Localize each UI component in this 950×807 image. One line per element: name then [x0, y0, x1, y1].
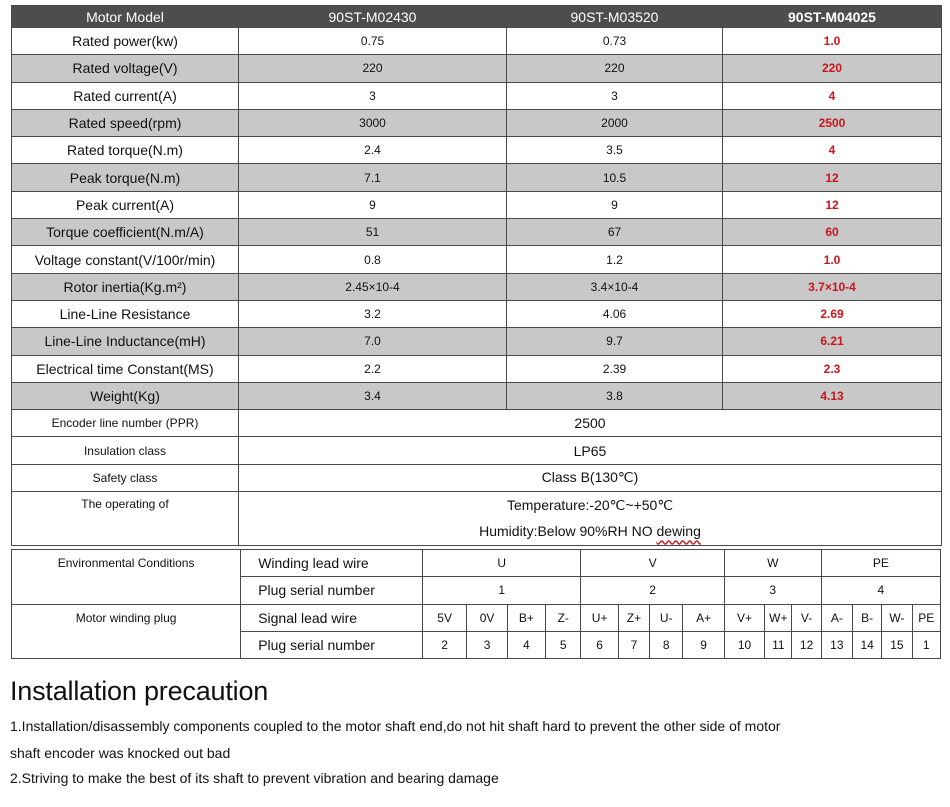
spec-value-3: 1.0 — [723, 28, 942, 55]
spec-value-2: 220 — [507, 55, 723, 82]
signal-lead-cell: 0V — [467, 604, 507, 631]
signal-lead-cell: Z- — [546, 604, 581, 631]
signal-plug-row — [12, 631, 941, 658]
signal-lead-cell: Z+ — [618, 604, 649, 631]
spec-value-2: 1.2 — [507, 246, 723, 273]
signal-plug-cell: 5 — [546, 631, 581, 658]
spec-value-2: 3.4×10-4 — [507, 273, 723, 300]
spec-row — [12, 246, 942, 273]
spec-label: Peak torque(N.m) — [12, 164, 239, 191]
motor-winding-plug-spacer — [12, 631, 241, 658]
signal-plug-cell: 3 — [467, 631, 507, 658]
spec-value-3: 3.7×10-4 — [723, 273, 942, 300]
spec-label: Line-Line Resistance — [12, 300, 239, 327]
spec-value-2: 67 — [507, 219, 723, 246]
spec-value-1: 2.2 — [239, 355, 507, 382]
spec-row — [12, 28, 942, 55]
spec-value-3: 2500 — [723, 109, 942, 136]
operating-label: The operating of — [12, 492, 239, 546]
encoder-row — [12, 410, 942, 437]
signal-lead-row — [12, 604, 941, 631]
spec-value-1: 220 — [239, 55, 507, 82]
spec-row — [12, 109, 942, 136]
safety-label: Safety class — [12, 464, 239, 491]
spec-value-2: 2000 — [507, 109, 723, 136]
spec-row — [12, 55, 942, 82]
signal-lead-cell: U- — [650, 604, 683, 631]
insulation-label: Insulation class — [12, 437, 239, 464]
signal-lead-cell: B+ — [507, 604, 545, 631]
spec-value-2: 0.73 — [507, 28, 723, 55]
signal-plug-cell: 1 — [912, 631, 940, 658]
signal-plug-cell: 8 — [650, 631, 683, 658]
winding-plug-1: 1 — [422, 577, 581, 604]
spec-label: Weight(Kg) — [12, 382, 239, 409]
installation-line-2: shaft encoder was knocked out bad — [10, 745, 231, 761]
spec-label: Rated current(A) — [12, 82, 239, 109]
spec-label: Line-Line Inductance(mH) — [12, 328, 239, 355]
signal-lead-cell: A- — [821, 604, 852, 631]
spec-value-3: 6.21 — [723, 328, 942, 355]
signal-plug-cell: 10 — [724, 631, 764, 658]
spec-value-1: 7.0 — [239, 328, 507, 355]
spec-value-2: 2.39 — [507, 355, 723, 382]
model-2: 90ST-M03520 — [507, 6, 723, 28]
spec-label: Rotor inertia(Kg.m²) — [12, 273, 239, 300]
spec-value-2: 9 — [507, 191, 723, 218]
winding-lead-w: W — [724, 550, 821, 577]
spec-value-3: 1.0 — [723, 246, 942, 273]
signal-plug-label: Plug serial number — [241, 631, 423, 658]
spec-label: Peak current(A) — [12, 191, 239, 218]
signal-plug-cell: 14 — [853, 631, 882, 658]
encoder-label: Encoder line number (PPR) — [12, 410, 239, 437]
spec-value-1: 3.2 — [239, 300, 507, 327]
encoder-value: 2500 — [239, 410, 942, 437]
motor-winding-plug-label: Motor winding plug — [12, 604, 241, 631]
insulation-row — [12, 437, 942, 464]
signal-plug-cell: 4 — [507, 631, 545, 658]
spec-value-2: 4.06 — [507, 300, 723, 327]
winding-lead-v: V — [581, 550, 724, 577]
signal-plug-cell: 9 — [683, 631, 724, 658]
signal-lead-cell: A+ — [683, 604, 724, 631]
signal-plug-cell: 13 — [821, 631, 852, 658]
winding-lead-pe: PE — [821, 550, 940, 577]
spec-value-1: 3 — [239, 82, 507, 109]
humidity-text: Humidity:Below 90%RH NO — [479, 523, 657, 540]
plug-table — [11, 549, 941, 659]
installation-title: Installation precaution — [10, 676, 269, 706]
spec-label: Rated speed(rpm) — [12, 109, 239, 136]
spec-row — [12, 382, 942, 409]
spec-value-2: 3.5 — [507, 137, 723, 164]
signal-lead-cell: V- — [792, 604, 821, 631]
winding-plug-3: 3 — [724, 577, 821, 604]
spec-row — [12, 328, 942, 355]
spec-label: Electrical time Constant(MS) — [12, 355, 239, 382]
spec-value-2: 10.5 — [507, 164, 723, 191]
signal-plug-cell: 6 — [581, 631, 618, 658]
spec-value-3: 12 — [723, 191, 942, 218]
signal-lead-cell: W- — [882, 604, 912, 631]
signal-lead-label: Signal lead wire — [241, 604, 423, 631]
spec-row — [12, 300, 942, 327]
winding-lead-label: Winding lead wire — [241, 550, 423, 577]
spec-value-3: 12 — [723, 164, 942, 191]
spec-value-1: 0.8 — [239, 246, 507, 273]
header-row — [12, 6, 942, 28]
winding-plug-label: Plug serial number — [241, 577, 423, 604]
humidity-dewing-word: dewing — [656, 523, 701, 540]
spec-value-3: 4 — [723, 137, 942, 164]
safety-row — [12, 464, 942, 491]
signal-plug-cell: 7 — [618, 631, 649, 658]
signal-plug-cell: 2 — [422, 631, 466, 658]
header-label: Motor Model — [12, 6, 239, 28]
winding-plug-2: 2 — [581, 577, 724, 604]
spec-value-3: 4.13 — [723, 382, 942, 409]
spec-value-1: 9 — [239, 191, 507, 218]
spec-value-2: 9.7 — [507, 328, 723, 355]
spec-value-2: 3 — [507, 82, 723, 109]
spec-value-1: 3000 — [239, 109, 507, 136]
signal-lead-cell: B- — [853, 604, 882, 631]
signal-lead-cell: W+ — [765, 604, 792, 631]
signal-plug-cell: 11 — [765, 631, 792, 658]
spec-row — [12, 273, 942, 300]
winding-lead-row — [12, 550, 941, 577]
spec-label: Rated power(kw) — [12, 28, 239, 55]
spec-value-3: 60 — [723, 219, 942, 246]
environmental-label: Environmental Conditions — [12, 550, 241, 577]
spec-row — [12, 191, 942, 218]
operating-row — [12, 492, 942, 519]
winding-lead-u: U — [422, 550, 581, 577]
spec-value-1: 7.1 — [239, 164, 507, 191]
installation-line-1: 1.Installation/disassembly components coupled to the motor shaft end,do not hit shaft hard to prevent the other side of motor — [10, 718, 781, 734]
spec-row — [12, 137, 942, 164]
signal-lead-cell: 5V — [422, 604, 466, 631]
environmental-spacer — [12, 577, 241, 604]
signal-plug-cell: 12 — [792, 631, 821, 658]
spec-value-3: 220 — [723, 55, 942, 82]
spec-value-2: 3.8 — [507, 382, 723, 409]
model-3: 90ST-M04025 — [723, 6, 942, 28]
installation-line-3: 2.Striving to make the best of its shaft to prevent vibration and bearing damage — [10, 770, 499, 786]
winding-plug-row — [12, 577, 941, 604]
signal-lead-cell: PE — [912, 604, 940, 631]
spec-label: Torque coefficient(N.m/A) — [12, 219, 239, 246]
insulation-value: LP65 — [239, 437, 942, 464]
spec-label: Rated voltage(V) — [12, 55, 239, 82]
spec-value-1: 2.45×10-4 — [239, 273, 507, 300]
spec-table — [11, 5, 942, 546]
spec-row — [12, 82, 942, 109]
signal-lead-cell: V+ — [724, 604, 764, 631]
signal-lead-cell: U+ — [581, 604, 618, 631]
spec-value-1: 51 — [239, 219, 507, 246]
model-1: 90ST-M02430 — [239, 6, 507, 28]
humidity-value — [239, 518, 942, 545]
spec-row — [12, 219, 942, 246]
spec-label: Rated torque(N.m) — [12, 137, 239, 164]
spec-label: Voltage constant(V/100r/min) — [12, 246, 239, 273]
spec-row — [12, 355, 942, 382]
spec-value-1: 0.75 — [239, 28, 507, 55]
safety-value: Class B(130℃) — [239, 464, 942, 491]
spec-row — [12, 164, 942, 191]
spec-value-3: 2.3 — [723, 355, 942, 382]
spec-value-3: 4 — [723, 82, 942, 109]
spec-value-3: 2.69 — [723, 300, 942, 327]
winding-plug-4: 4 — [821, 577, 940, 604]
signal-plug-cell: 15 — [882, 631, 912, 658]
spec-value-1: 3.4 — [239, 382, 507, 409]
temperature-value: Temperature:-20℃~+50℃ — [239, 492, 942, 519]
spec-value-1: 2.4 — [239, 137, 507, 164]
